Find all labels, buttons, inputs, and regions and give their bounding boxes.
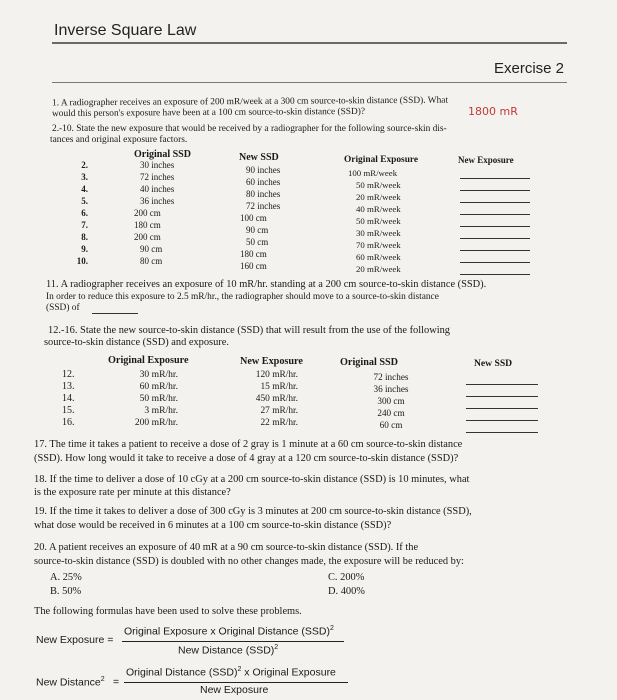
q11-line2: In order to reduce this exposure to 2.5 mR/hr., the radiographer should move to a source-to-skin distance <box>46 292 439 302</box>
q20-line2: source-to-skin distance (SSD) is doubled with no other changes made, the exposure will be reduced by: <box>34 556 464 567</box>
q2-10-line2: tances and original exposure factors. <box>50 135 188 145</box>
table1-new-ssd-column: 90 inches 60 inches 80 inches 72 inches 100 cm 90 cm 50 cm 180 cm 160 cm <box>240 165 281 271</box>
answer-blank-8[interactable] <box>460 250 530 251</box>
q12-16-line1: 12.-16. State the new source-to-skin distance (SSD) that will result from the use of the following <box>48 325 450 336</box>
header-new-ssd: New SSD <box>239 152 279 163</box>
header-new-exposure: New Exposure <box>458 155 514 165</box>
table1-original-ssd-column: 30 inches 72 inches 40 inches 36 inches 200 cm 180 cm 200 cm 90 cm 80 cm <box>134 160 175 266</box>
header2-new-ssd: New SSD <box>474 358 513 369</box>
formula1-denominator: New Distance (SSD)$^2$ <box>178 644 279 657</box>
worksheet-title: Inverse Square Law <box>54 22 197 39</box>
formula2-numerator: Original Distance (SSD)$^2$ x Original Exposure <box>126 666 336 679</box>
answer-blank-15[interactable] <box>466 420 538 421</box>
answer-blank-14[interactable] <box>466 408 538 409</box>
formula2-denominator: New Exposure <box>200 684 269 696</box>
table2-original-ssd-column: 72 inches 36 inches 300 cm 240 cm 60 cm <box>373 372 409 430</box>
table2-numbers: 12. 13. 14. 15. 16. <box>62 369 75 428</box>
q1-line1: 1. A radiographer receives an exposure of 200 mR/week at a 300 cm source-to-skin distance (SSD). What <box>51 95 449 109</box>
header2-new-exposure: New Exposure <box>240 356 303 367</box>
q18-line2: is the exposure rate per minute at this distance? <box>34 487 231 498</box>
formula1-numerator: Original Exposure x Original Distance (SSD)$^2$ <box>124 625 334 638</box>
q17-line2: (SSD). How long would it take to receive a dose of 4 gray at a 120 cm source-to-skin distance (SSD)? <box>34 453 459 464</box>
formulas-intro: The following formulas have been used to solve these problems. <box>34 606 302 617</box>
answer-blank-5[interactable] <box>460 214 530 215</box>
q20-option-a[interactable]: A. 25% <box>50 572 82 583</box>
q19-line2: what dose would be received in 6 minutes at a 100 cm source-to-skin distance (SSD)? <box>34 520 392 531</box>
table1-original-exposure-column: 100 mR/week 50 mR/week 20 mR/week 40 mR/week 50 mR/week 30 mR/week 70 mR/week 60 mR/week 20 mR/week <box>348 168 401 274</box>
exercise-rule <box>52 82 567 83</box>
formula1-lhs: New Exposure = <box>36 634 114 646</box>
formula1-fraction-bar <box>122 641 344 642</box>
table1-numbers: 2. 3. 4. 5. 6. 7. 8. 9. 10. <box>76 160 88 266</box>
exercise-label: Exercise 2 <box>494 60 565 77</box>
q1-line2: would this person's exposure have been at a 100 cm source-to-skin distance (SSD)? <box>51 106 366 120</box>
answer-blank-3[interactable] <box>460 190 530 191</box>
q20-option-d[interactable]: D. 400% <box>328 586 365 597</box>
formula2-fraction-bar <box>124 682 348 683</box>
q20-line1: 20. A patient receives an exposure of 40 mR at a 90 cm source-to-skin distance (SSD). If the <box>34 542 419 553</box>
answer-blank-9[interactable] <box>460 262 530 263</box>
q12-16-line2: source-to-skin distance (SSD) and exposure. <box>44 337 229 348</box>
answer-blank-10[interactable] <box>460 274 530 275</box>
q11-line3: (SSD) of <box>46 303 80 313</box>
q19-line1: 19. If the time it takes to deliver a dose of 300 cGy is 3 minutes at 200 cm source-to-skin distance (SSD), <box>34 506 472 517</box>
q2-10-line1: 2.-10. State the new exposure that would be received by a radiographer for the following source-skin dis- <box>52 124 447 134</box>
q17-line1: 17. The time it takes a patient to receive a dose of 2 gray is 1 minute at a 60 cm source-to-skin distance <box>34 439 463 450</box>
q20-option-b[interactable]: B. 50% <box>50 586 82 597</box>
q11-answer-blank[interactable] <box>92 313 138 314</box>
formula2-equals: = <box>113 676 120 688</box>
answer-blank-2[interactable] <box>460 178 530 179</box>
table2-new-exposure-column: 120 mR/hr. 15 mR/hr. 450 mR/hr. 27 mR/hr. 22 mR/hr. <box>255 370 298 428</box>
title-rule <box>52 42 567 44</box>
header2-original-exposure: Original Exposure <box>108 355 189 366</box>
header2-original-ssd: Original SSD <box>340 357 399 368</box>
header-original-exposure: Original Exposure <box>344 155 419 165</box>
q11-line1: 11. A radiographer receives an exposure of 10 mR/hr. standing at a 200 cm source-to-skin distance (SSD). <box>46 279 487 290</box>
q20-option-c[interactable]: C. 200% <box>328 572 365 583</box>
answer-blank-6[interactable] <box>460 226 530 227</box>
answer-blank-13[interactable] <box>466 396 538 397</box>
q1-handwritten-answer: 1800 mR <box>468 105 518 118</box>
formula2-lhs: New Distance$^2$ <box>36 676 105 689</box>
table2-original-exposure-column: 30 mR/hr. 60 mR/hr. 50 mR/hr. 3 mR/hr. 200 mR/hr. <box>134 369 178 428</box>
answer-blank-12[interactable] <box>466 384 538 385</box>
answer-blank-4[interactable] <box>460 202 530 203</box>
answer-blank-7[interactable] <box>460 238 530 239</box>
header-original-ssd: Original SSD <box>134 149 191 160</box>
q18-line1: 18. If the time to deliver a dose of 10 cGy at a 200 cm source-to-skin distance (SSD) is 10 minutes, what <box>34 474 470 485</box>
answer-blank-16[interactable] <box>466 432 538 433</box>
